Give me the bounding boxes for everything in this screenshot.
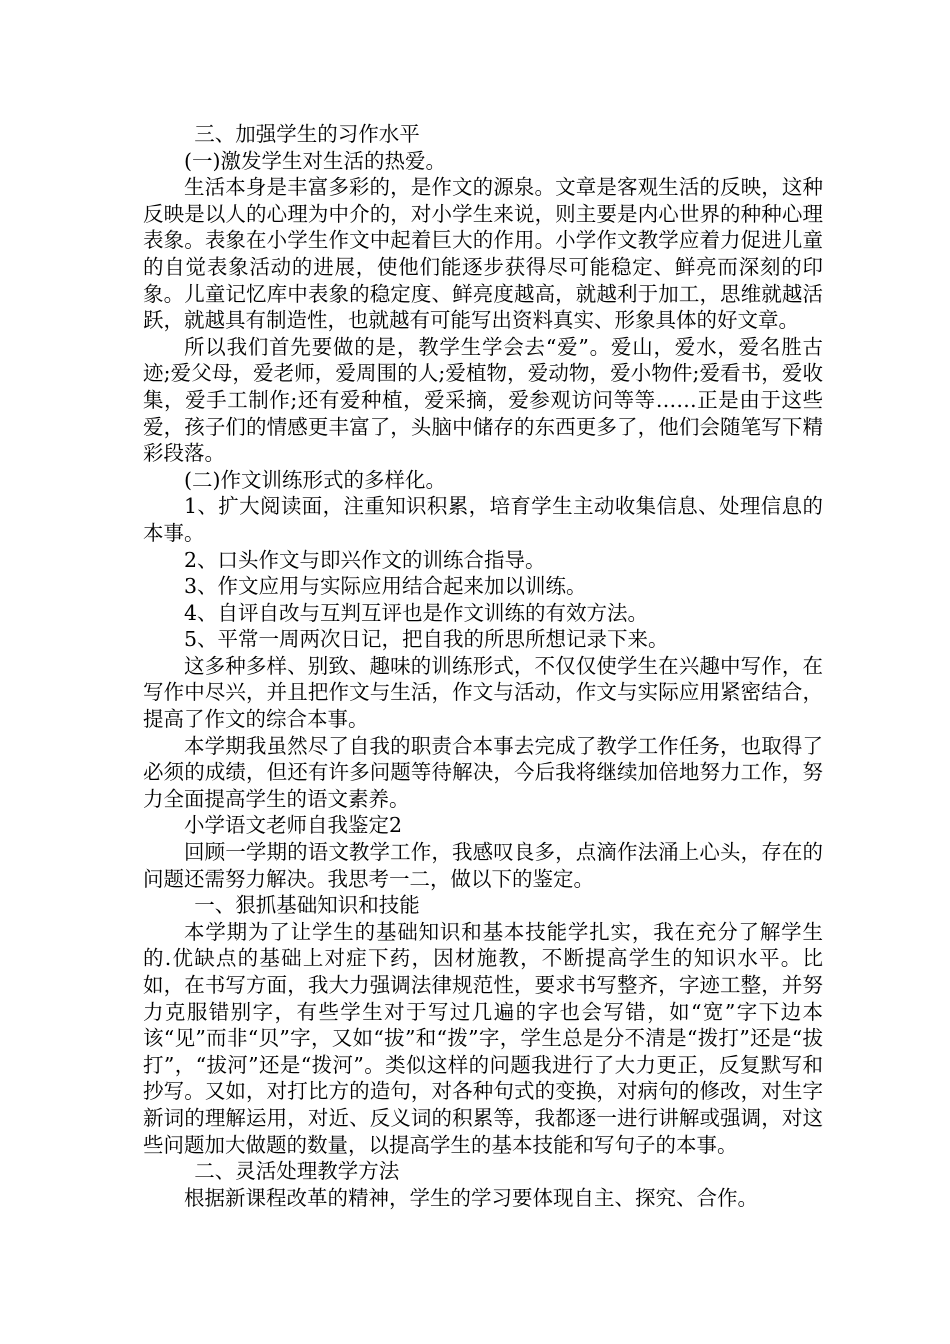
section-heading-1: 一、狠抓基础知识和技能 — [194, 893, 420, 918]
paragraph: 生活本身是丰富多彩的，是作文的源泉。文章是客观生活的反映，这种反映是以人的心理为中介的，对小学生来说，则主要是内心世界的种种心理表象。表象在小学生作文中起着巨大的作用。小学作文教学应着力促进儿童的自觉表象活动的进展，使他们能逐步获得尽可能稳定、鲜亮而深刻的印象。儿童记忆库中表象的稳定度、鲜亮度越高，就越利于加工，思维就越活跃，就越具有制造性，也就越有可能写出资料真实、形象具体的好文章。 — [143, 175, 823, 333]
document-body — [143, 121, 823, 1211]
paragraph: 本学期为了让学生的基础知识和基本技能学扎实，我在充分了解学生的.优缺点的基础上对症下药，因材施教，不断提高学生的知识水平。比如，在书写方面，我大力强调法律规范性，要求书写整齐，字迹工整，并努力克服错别字，有些学生对于写过几遍的字也会写错，如“宽”字下边本该“见”而非“贝”字，又如“拔”和“拨”字，学生总是分不清是“拨打”还是“拔打”，“拔河”还是“拨河”。类似这样的问题我进行了大力更正，反复默写和抄写。又如，对打比方的造句，对各种句式的变换，对病句的修改，对生字新词的理解运用，对近、反义词的积累等，我都逐一进行讲解或强调，对这些问题加大做题的数量，以提高学生的基本技能和写句子的本事。 — [143, 919, 823, 1157]
section-heading-2: 二、灵活处理教学方法 — [194, 1159, 400, 1184]
paragraph: 本学期我虽然尽了自我的职责合本事去完成了教学工作任务，也取得了必须的成绩，但还有许多问题等待解决，今后我将继续加倍地努力工作，努力全面提高学生的语文素养。 — [143, 733, 823, 811]
list-item: 3、作文应用与实际应用结合起来加以训练。 — [184, 574, 587, 599]
paragraph: 所以我们首先要做的是，教学生学会去“爱”。爱山，爱水，爱名胜古迹;爱父母，爱老师，爱周围的人;爱植物，爱动物，爱小物件;爱看书，爱收集，爱手工制作;还有爱种植，爱采摘，爱参观访问等等……正是由于这些爱，孩子们的情感更丰富了，头脑中储存的东西更多了，他们会随笔写下精彩段落。 — [143, 334, 823, 466]
list-item: 4、自评自改与互判互评也是作文训练的有效方法。 — [184, 600, 649, 625]
subsection-heading-1: (一)激发学生对生活的热爱。 — [184, 148, 446, 173]
paragraph: 这多种多样、别致、趣味的训练形式，不仅仅使学生在兴趣中写作，在写作中尽兴，并且把作文与生活，作文与活动，作文与实际应用紧密结合，提高了作文的综合本事。 — [143, 653, 823, 732]
paragraph: 回顾一学期的语文教学工作，我感叹良多，点滴作法涌上心头，存在的问题还需努力解决。我思考一二，做以下的鉴定。 — [143, 840, 823, 891]
section-heading-3: 三、加强学生的习作水平 — [194, 122, 420, 146]
document-title-2: 小学语文老师自我鉴定2 — [184, 813, 403, 838]
list-item: 1、扩大阅读面，注重知识积累，培育学生主动收集信息、处理信息的本事。 — [143, 494, 823, 545]
list-item: 5、平常一周两次日记，把自我的所思所想记录下来。 — [184, 627, 669, 652]
subsection-heading-2: (二)作文训练形式的多样化。 — [184, 467, 446, 492]
list-item: 2、口头作文与即兴作文的训练合指导。 — [184, 547, 546, 572]
paragraph: 根据新课程改革的精神，学生的学习要体现自主、探究、合作。 — [184, 1185, 758, 1210]
